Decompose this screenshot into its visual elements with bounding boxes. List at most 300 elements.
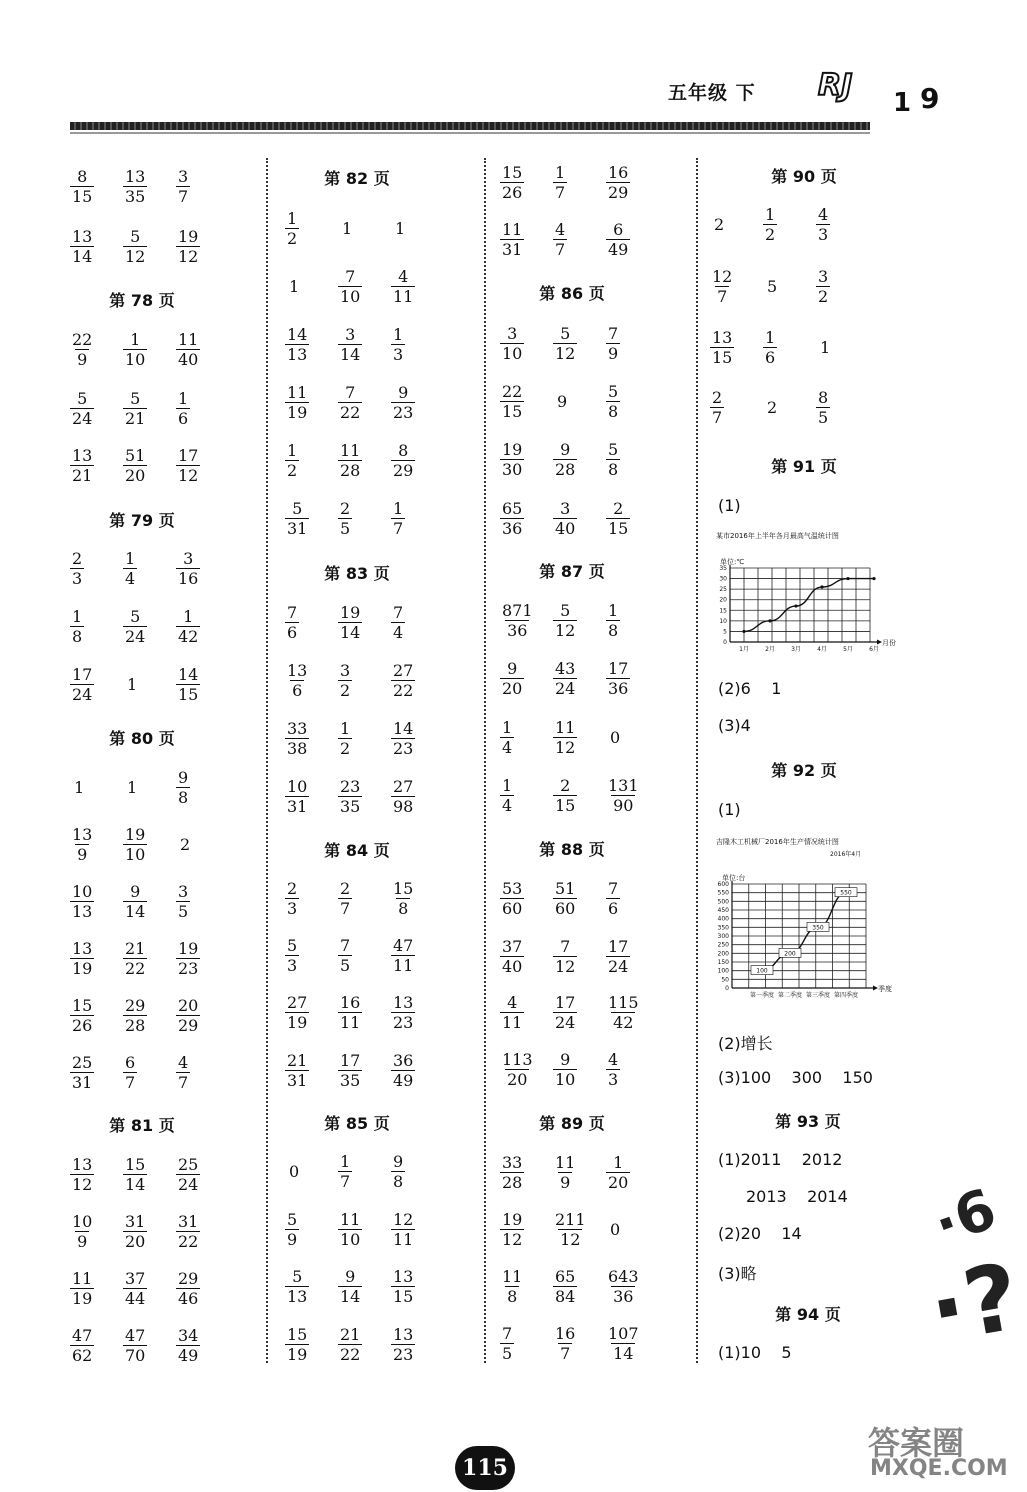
answer-cell bbox=[123, 387, 176, 429]
denominator: 36 bbox=[613, 1286, 634, 1306]
x-tick-label: 4月 bbox=[817, 646, 827, 653]
answer-cell bbox=[285, 775, 338, 817]
denominator: 24 bbox=[608, 956, 629, 976]
page-heading: 第 87 页 bbox=[539, 562, 605, 581]
answer-row bbox=[710, 265, 869, 307]
answer-row bbox=[285, 497, 444, 539]
fraction bbox=[70, 825, 94, 864]
numerator: 5 bbox=[608, 439, 619, 459]
numerator: 29 bbox=[178, 1268, 199, 1288]
answer-cell bbox=[710, 326, 763, 368]
answer-cell bbox=[553, 657, 606, 699]
whole-number: 0 bbox=[289, 1161, 300, 1181]
denominator: 6 bbox=[608, 898, 619, 918]
whole-number: 1 bbox=[74, 777, 85, 797]
answer-cell bbox=[338, 877, 391, 919]
fraction bbox=[176, 768, 190, 807]
numerator: 21 bbox=[287, 1050, 308, 1070]
denominator: 20 bbox=[507, 1069, 528, 1089]
denominator: 4 bbox=[502, 795, 513, 815]
fraction bbox=[338, 1325, 362, 1364]
denominator: 7 bbox=[340, 1171, 351, 1191]
fraction bbox=[123, 330, 147, 369]
fraction bbox=[816, 267, 830, 306]
numerator: 9 bbox=[398, 382, 409, 402]
answer-cell bbox=[70, 1153, 123, 1195]
answer-cell bbox=[391, 265, 444, 307]
denominator: 22 bbox=[393, 680, 414, 700]
answer-row bbox=[70, 1267, 229, 1309]
answer-cell bbox=[606, 438, 659, 480]
fraction bbox=[391, 441, 415, 480]
y-tick-label: 450 bbox=[717, 907, 729, 914]
denominator: 8 bbox=[608, 459, 619, 479]
fraction bbox=[70, 1212, 94, 1251]
denominator: 29 bbox=[178, 1015, 199, 1035]
fraction bbox=[763, 205, 777, 244]
numerator: 13 bbox=[72, 938, 93, 958]
answer-cell bbox=[391, 717, 444, 759]
numerator: 6 bbox=[125, 1052, 136, 1072]
answer-cell bbox=[816, 326, 869, 368]
numerator: 16 bbox=[555, 1323, 576, 1343]
denominator: 23 bbox=[393, 402, 414, 422]
heading-page-92: 第 92 页 bbox=[771, 761, 837, 780]
answer-cell bbox=[606, 657, 659, 699]
fraction bbox=[338, 267, 362, 306]
numerator: 14 bbox=[287, 324, 308, 344]
y-tick-label: 100 bbox=[717, 967, 729, 975]
grade-label: 五年级 下 bbox=[668, 82, 756, 104]
y-tick-label: 550 bbox=[717, 889, 729, 897]
numerator: 21 bbox=[340, 1324, 361, 1344]
denominator: 23 bbox=[393, 1012, 414, 1032]
denominator: 24 bbox=[72, 408, 93, 428]
answer-cell bbox=[553, 1208, 606, 1250]
numerator: 16 bbox=[340, 992, 361, 1012]
answer-cell bbox=[500, 716, 553, 758]
numerator: 2 bbox=[72, 548, 83, 568]
answer-cell bbox=[500, 1322, 553, 1364]
fraction bbox=[338, 383, 362, 422]
answer-row bbox=[500, 991, 659, 1033]
numerator: 1 bbox=[178, 388, 189, 408]
denominator: 15 bbox=[712, 347, 733, 367]
fraction bbox=[338, 1267, 362, 1306]
numerator: 14 bbox=[393, 718, 414, 738]
answer-row bbox=[70, 1324, 229, 1366]
denominator: 23 bbox=[393, 1344, 414, 1364]
numerator: 131 bbox=[608, 775, 639, 795]
numerator: 53 bbox=[502, 878, 523, 898]
denominator: 7 bbox=[555, 182, 566, 202]
answer-cell bbox=[816, 265, 869, 307]
answer-cell bbox=[391, 439, 444, 481]
answer-cell bbox=[500, 218, 553, 260]
fraction bbox=[710, 267, 734, 306]
denominator: 8 bbox=[507, 1286, 518, 1306]
numerator: 7 bbox=[608, 323, 619, 343]
answer-row bbox=[285, 934, 444, 976]
numerator: 9 bbox=[178, 767, 189, 787]
answer-cell bbox=[553, 1265, 606, 1307]
numerator: 16 bbox=[608, 162, 629, 182]
answer-cell bbox=[763, 386, 816, 428]
denominator: 8 bbox=[398, 898, 409, 918]
y-tick-label: 500 bbox=[717, 898, 729, 906]
numerator: 65 bbox=[555, 1266, 576, 1286]
denominator: 4 bbox=[502, 737, 513, 757]
numerator: 1 bbox=[502, 775, 513, 795]
answer-row bbox=[70, 1153, 229, 1195]
denominator: 20 bbox=[502, 678, 523, 698]
fraction bbox=[553, 776, 577, 815]
x-tick-label: 1月 bbox=[739, 646, 749, 653]
numerator: 13 bbox=[72, 226, 93, 246]
numerator: 21 bbox=[125, 938, 146, 958]
answer-cell bbox=[500, 599, 553, 641]
answer-cell bbox=[285, 717, 338, 759]
answer-row bbox=[285, 207, 444, 249]
answer-cell bbox=[176, 387, 229, 429]
numerator: 11 bbox=[178, 329, 199, 349]
y-tick-label: 5 bbox=[723, 628, 727, 636]
numerator: 8 bbox=[818, 387, 829, 407]
answer-cell bbox=[710, 203, 763, 245]
numerator: 4 bbox=[507, 992, 518, 1012]
denominator: 31 bbox=[502, 239, 523, 259]
fraction bbox=[338, 777, 362, 816]
numerator: 1 bbox=[765, 327, 776, 347]
numerator: 9 bbox=[560, 1049, 571, 1069]
p92-q2: (2)增长 bbox=[718, 1034, 773, 1053]
answer-cell bbox=[500, 877, 553, 919]
answer-cell bbox=[123, 937, 176, 979]
fraction bbox=[500, 993, 524, 1032]
answer-row bbox=[70, 766, 229, 808]
denominator: 90 bbox=[613, 795, 634, 815]
page-heading: 第 79 页 bbox=[109, 511, 175, 530]
denominator: 12 bbox=[125, 246, 146, 266]
whole-number: 1 bbox=[289, 276, 300, 296]
numerator: 4 bbox=[555, 219, 566, 239]
answer-cell bbox=[338, 439, 391, 481]
fraction bbox=[391, 1267, 415, 1306]
fraction bbox=[710, 388, 724, 427]
numerator: 17 bbox=[178, 445, 199, 465]
denominator: 14 bbox=[340, 344, 361, 364]
denominator: 24 bbox=[72, 684, 93, 704]
answer-cell bbox=[710, 386, 763, 428]
fraction bbox=[123, 549, 137, 588]
numerator: 11 bbox=[287, 382, 308, 402]
fraction bbox=[70, 549, 84, 588]
fraction bbox=[500, 1210, 524, 1249]
denominator: 28 bbox=[555, 459, 576, 479]
answer-cell bbox=[285, 877, 338, 919]
whole-number: 0 bbox=[610, 1219, 621, 1239]
answer-row bbox=[500, 1048, 659, 1090]
answer-row bbox=[70, 663, 229, 705]
fraction bbox=[176, 665, 200, 704]
answer-cell bbox=[606, 1048, 659, 1090]
answer-cell bbox=[606, 161, 659, 203]
fraction bbox=[606, 1267, 641, 1306]
fraction bbox=[285, 603, 299, 642]
fraction bbox=[391, 1152, 405, 1191]
numerator: 7 bbox=[608, 878, 619, 898]
rj-logo: RJ bbox=[818, 68, 853, 103]
denominator: 15 bbox=[502, 401, 523, 421]
numerator: 5 bbox=[130, 388, 141, 408]
answer-row bbox=[285, 991, 444, 1033]
data-point bbox=[820, 585, 823, 588]
answer-cell bbox=[285, 659, 338, 701]
answer-cell bbox=[391, 323, 444, 365]
decorative-mark-2: ·? bbox=[921, 1243, 1027, 1364]
answer-cell bbox=[391, 877, 444, 919]
answer-cell bbox=[338, 1323, 391, 1365]
fraction bbox=[338, 661, 352, 700]
badge-digit-1: 1 bbox=[893, 88, 912, 118]
answer-row bbox=[710, 203, 869, 245]
fraction bbox=[70, 389, 94, 428]
data-label: 350 bbox=[812, 924, 824, 932]
denominator: 12 bbox=[555, 620, 576, 640]
page-heading: 第 83 页 bbox=[324, 564, 390, 583]
answer-cell bbox=[500, 774, 553, 816]
fraction bbox=[123, 1155, 147, 1194]
numerator: 2 bbox=[340, 498, 351, 518]
page-heading: 第 88 页 bbox=[539, 840, 605, 859]
numerator: 5 bbox=[608, 381, 619, 401]
fraction bbox=[123, 1053, 137, 1092]
fraction bbox=[70, 330, 94, 369]
fraction bbox=[500, 776, 514, 815]
fraction bbox=[285, 441, 299, 480]
answer-row bbox=[70, 605, 229, 647]
numerator: 19 bbox=[178, 226, 199, 246]
denominator: 2 bbox=[287, 228, 298, 248]
fraction bbox=[176, 330, 200, 369]
fraction bbox=[70, 167, 94, 206]
denominator: 6 bbox=[287, 622, 298, 642]
answer-cell bbox=[606, 1322, 659, 1364]
answer-row bbox=[285, 775, 444, 817]
fraction bbox=[391, 1051, 415, 1090]
answer-cell bbox=[123, 880, 176, 922]
numerator: 17 bbox=[608, 936, 629, 956]
answer-cell bbox=[500, 991, 553, 1033]
answer-cell bbox=[553, 935, 606, 977]
answer-cell bbox=[176, 1153, 229, 1195]
watermark-url: MXQE.COM bbox=[870, 1456, 1008, 1481]
answer-cell bbox=[606, 716, 659, 758]
numerator: 9 bbox=[393, 1151, 404, 1171]
answer-cell bbox=[391, 775, 444, 817]
denominator: 15 bbox=[393, 1286, 414, 1306]
numerator: 5 bbox=[292, 1266, 303, 1286]
numerator: 871 bbox=[502, 600, 533, 620]
numerator: 5 bbox=[287, 1209, 298, 1229]
numerator: 2 bbox=[712, 387, 723, 407]
fraction bbox=[500, 382, 524, 421]
denominator: 6 bbox=[765, 347, 776, 367]
fraction bbox=[606, 1153, 630, 1192]
x-tick-label: 第二季度 bbox=[777, 992, 803, 999]
fraction bbox=[176, 1269, 200, 1308]
answer-cell bbox=[285, 601, 338, 643]
numerator: 11 bbox=[555, 717, 576, 737]
answer-cell bbox=[763, 203, 816, 245]
answer-row bbox=[285, 1208, 444, 1250]
answer-cell bbox=[553, 1048, 606, 1090]
fraction bbox=[606, 499, 630, 538]
denominator: 38 bbox=[287, 738, 308, 758]
numerator: 11 bbox=[340, 440, 361, 460]
answer-cell bbox=[70, 225, 123, 267]
x-tick-label: 第四季度 bbox=[833, 992, 859, 999]
numerator: 47 bbox=[393, 935, 414, 955]
denominator: 22 bbox=[340, 402, 361, 422]
numerator: 5 bbox=[130, 226, 141, 246]
fraction bbox=[553, 1153, 577, 1192]
answer-row bbox=[500, 877, 659, 919]
answer-cell bbox=[338, 265, 391, 307]
whole-number: 1 bbox=[342, 218, 353, 238]
denominator: 10 bbox=[555, 1069, 576, 1089]
answer-cell bbox=[391, 991, 444, 1033]
denominator: 19 bbox=[72, 958, 93, 978]
numerator: 6 bbox=[613, 219, 624, 239]
answer-cell bbox=[123, 1267, 176, 1309]
fraction bbox=[606, 382, 620, 421]
numerator: 13 bbox=[287, 660, 308, 680]
denominator: 9 bbox=[608, 343, 619, 363]
denominator: 8 bbox=[178, 787, 189, 807]
fraction bbox=[606, 324, 620, 363]
denominator: 5 bbox=[340, 955, 351, 975]
denominator: 14 bbox=[125, 1174, 146, 1194]
answer-cell bbox=[285, 439, 338, 481]
answer-cell bbox=[500, 322, 553, 364]
denominator: 20 bbox=[125, 1231, 146, 1251]
production-line-chart bbox=[710, 832, 906, 1010]
x-axis-label: 季度 bbox=[878, 985, 892, 993]
answer-cell bbox=[285, 265, 338, 307]
heading-page-93: 第 93 页 bbox=[775, 1112, 841, 1131]
numerator: 1 bbox=[393, 498, 404, 518]
whole-number: 0 bbox=[610, 727, 621, 747]
answer-row bbox=[70, 225, 229, 267]
numerator: 19 bbox=[502, 1209, 523, 1229]
p91-q2: (2)6 1 bbox=[718, 679, 782, 698]
answer-row bbox=[500, 774, 659, 816]
numerator: 5 bbox=[130, 606, 141, 626]
fraction bbox=[338, 993, 362, 1032]
fraction bbox=[553, 1267, 577, 1306]
numerator: 1 bbox=[765, 204, 776, 224]
fraction bbox=[391, 879, 415, 918]
answer-cell bbox=[553, 599, 606, 641]
fraction bbox=[338, 441, 362, 480]
fraction bbox=[176, 227, 200, 266]
denominator: 6 bbox=[178, 408, 189, 428]
temperature-line-chart bbox=[710, 526, 900, 662]
answer-row bbox=[500, 322, 659, 364]
fraction bbox=[285, 719, 309, 758]
answer-cell bbox=[70, 880, 123, 922]
denominator: 98 bbox=[393, 796, 414, 816]
numerator: 15 bbox=[287, 1324, 308, 1344]
fraction bbox=[123, 825, 147, 864]
numerator: 31 bbox=[178, 1211, 199, 1231]
fraction bbox=[553, 440, 577, 479]
numerator: 33 bbox=[287, 718, 308, 738]
denominator: 10 bbox=[125, 349, 146, 369]
answer-cell bbox=[123, 766, 176, 808]
denominator: 10 bbox=[340, 1229, 361, 1249]
answer-cell bbox=[338, 991, 391, 1033]
denominator: 12 bbox=[555, 737, 576, 757]
answer-row bbox=[500, 657, 659, 699]
numerator: 31 bbox=[125, 1211, 146, 1231]
x-tick-label: 5月 bbox=[843, 646, 853, 653]
answer-cell bbox=[285, 1323, 338, 1365]
denominator: 19 bbox=[287, 1344, 308, 1364]
fraction bbox=[500, 163, 524, 202]
denominator: 14 bbox=[613, 1343, 634, 1363]
denominator: 26 bbox=[72, 1015, 93, 1035]
fraction bbox=[500, 220, 524, 259]
answer-cell bbox=[606, 1265, 659, 1307]
answer-cell bbox=[176, 328, 229, 370]
answer-cell bbox=[553, 497, 606, 539]
fraction bbox=[285, 209, 299, 248]
answer-cell bbox=[70, 663, 123, 705]
answer-row bbox=[285, 1323, 444, 1365]
denominator: 7 bbox=[555, 239, 566, 259]
answer-cell bbox=[553, 1151, 606, 1193]
fraction bbox=[763, 328, 777, 367]
y-tick-label: 400 bbox=[717, 915, 729, 923]
fraction bbox=[553, 601, 577, 640]
denominator: 19 bbox=[287, 402, 308, 422]
fraction bbox=[553, 993, 577, 1032]
denominator: 2 bbox=[340, 738, 351, 758]
answer-cell bbox=[70, 994, 123, 1036]
answer-cell bbox=[391, 381, 444, 423]
numerator: 643 bbox=[608, 1266, 639, 1286]
fraction bbox=[500, 879, 524, 918]
fraction bbox=[500, 1267, 524, 1306]
fraction bbox=[338, 499, 352, 538]
numerator: 65 bbox=[502, 498, 523, 518]
denominator: 36 bbox=[502, 518, 523, 538]
y-tick-label: 50 bbox=[721, 976, 729, 984]
numerator: 13 bbox=[393, 1266, 414, 1286]
denominator: 40 bbox=[178, 349, 199, 369]
answer-cell bbox=[70, 766, 123, 808]
fraction bbox=[285, 383, 309, 422]
fraction bbox=[391, 1325, 415, 1364]
numerator: 17 bbox=[340, 1050, 361, 1070]
denominator: 13 bbox=[72, 901, 93, 921]
denominator: 15 bbox=[72, 186, 93, 206]
fraction bbox=[553, 718, 577, 757]
y-tick-label: 200 bbox=[717, 950, 729, 958]
answer-cell bbox=[391, 601, 444, 643]
